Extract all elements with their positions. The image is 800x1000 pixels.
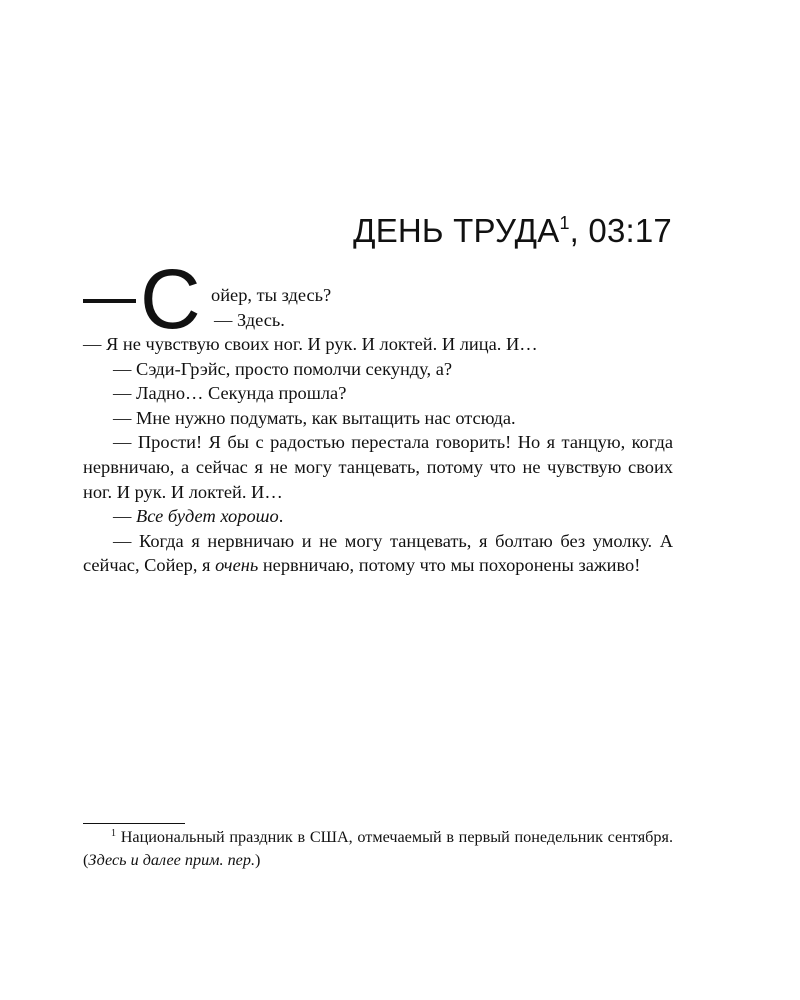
paragraph-6-end: . — [278, 506, 284, 527]
paragraph-4: — Мне нужно подумать, как вытащить нас отсюда. — [113, 407, 516, 428]
footnote-italic: Здесь и далее прим. пер. — [88, 851, 256, 869]
paragraph-1: — Я не чувствую своих ног. И рук. И локтей. И лица. И… — [83, 334, 538, 354]
paragraph-7-start: — Когда я нервничаю и не могу танцевать, я болтаю без умолку. А сейчас, Сойер, я — [83, 530, 673, 576]
paragraph-7-italic: очень — [215, 555, 259, 576]
footnote-end: ) — [255, 851, 261, 869]
chapter-title — [353, 212, 672, 250]
footnote-mark: 1 — [111, 828, 116, 839]
paragraph-6 — [83, 504, 673, 529]
paragraph-7-end: нервничаю, потому что мы похоронены заживо! — [258, 555, 641, 576]
footnote-text: Национальный праздник в США, отмечаемый в первый понедельник сентября. ( — [83, 828, 673, 869]
dropcap-dash — [83, 299, 136, 303]
footnote-divider — [83, 823, 185, 824]
paragraph-2: — Сэди-Грэйс, просто помолчи секунду, а? — [113, 358, 453, 379]
paragraph-6-italic: Все будет хорошо — [136, 506, 279, 527]
paragraph-5: — Прости! Я бы с радостью перестала говорить! Но я танцую, когда нервничаю, а сейчас я не могу танцевать, потому что не чувствую своих ног. И рук. И локтей. И… — [83, 432, 673, 502]
paragraph-6-dash: — — [113, 506, 136, 527]
footnote-reference: 1 — [559, 213, 570, 233]
dropcap-letter: С — [140, 252, 201, 346]
opening-line-2: — Здесь. — [214, 309, 285, 330]
paragraph-7 — [83, 529, 673, 578]
paragraph-3: — Ладно… Секунда прошла? — [113, 383, 347, 404]
footnote — [83, 826, 673, 872]
chapter-title-text: ДЕНЬ ТРУДА — [353, 212, 560, 249]
footnote-body — [83, 826, 673, 872]
chapter-time: , 03:17 — [569, 212, 672, 249]
body-text — [83, 252, 673, 578]
opening-line-1: ойер, ты здесь? — [211, 285, 332, 305]
